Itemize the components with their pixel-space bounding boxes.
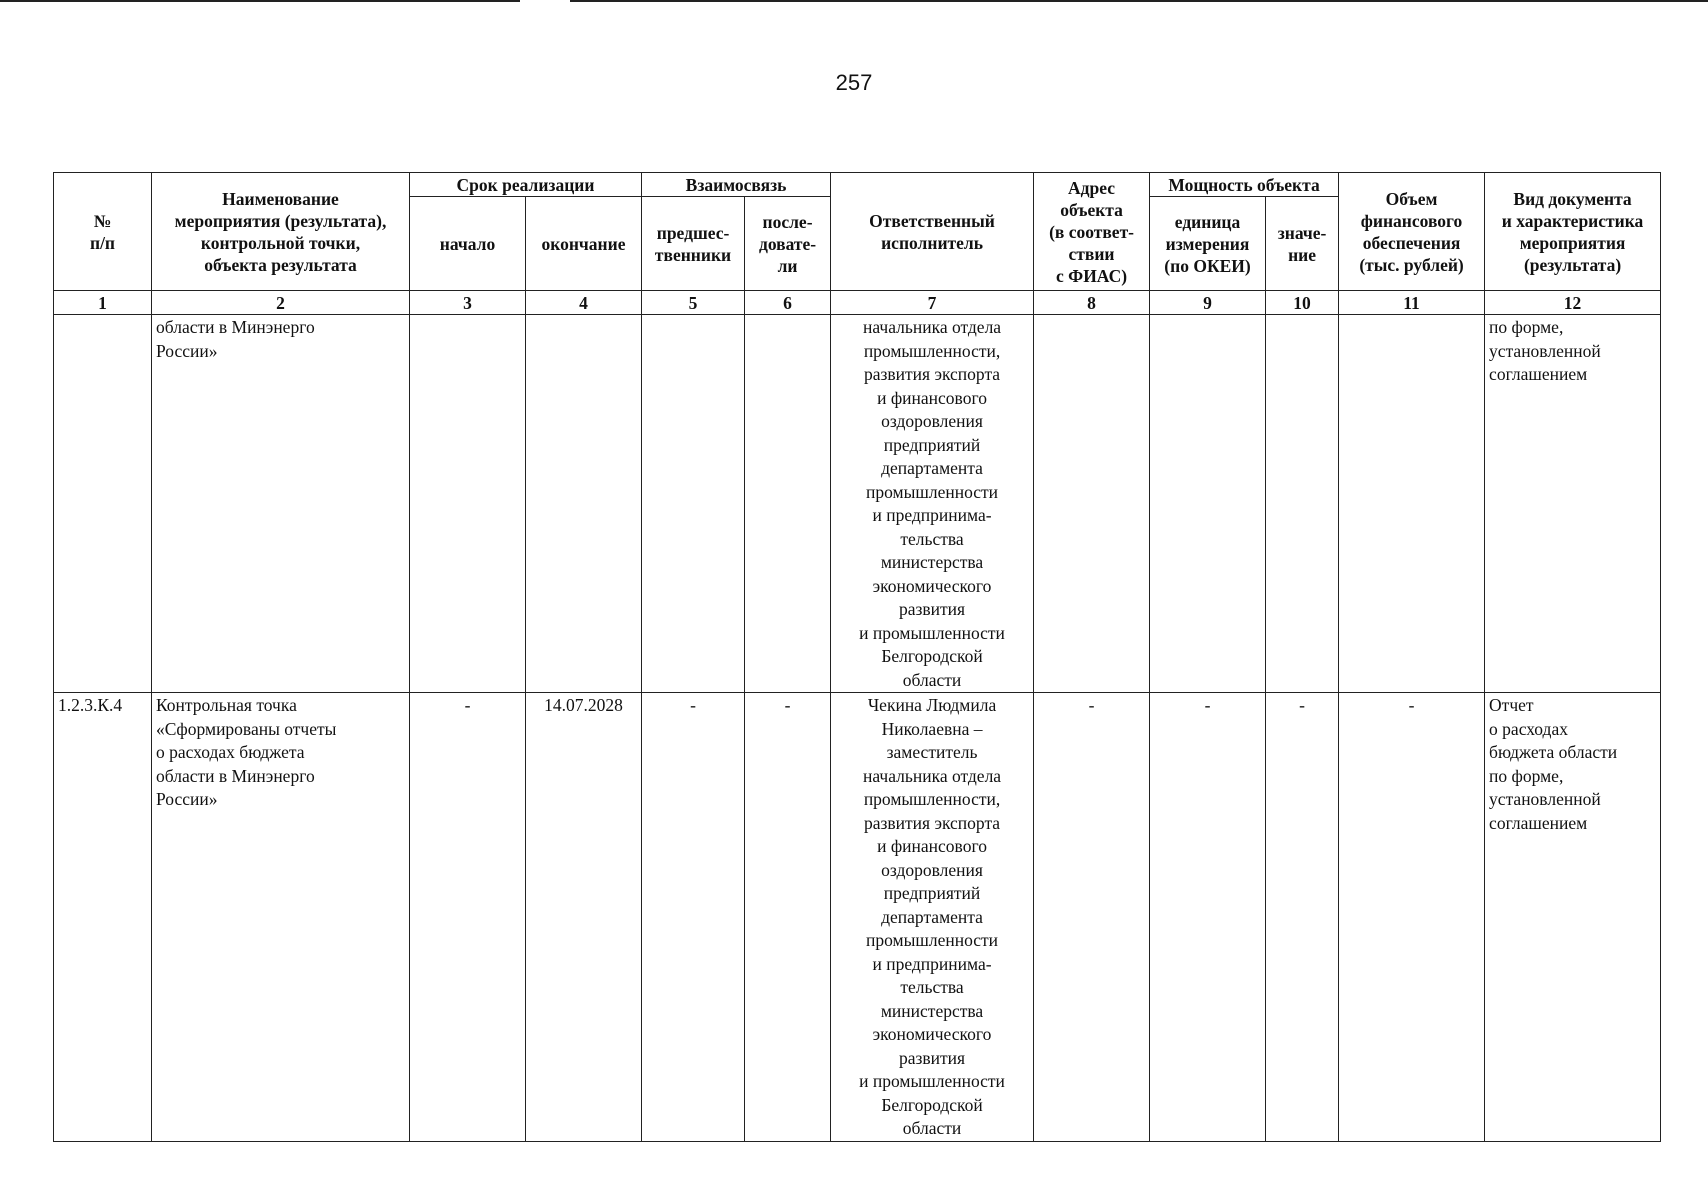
row-id [54, 315, 152, 693]
header-start: начало [410, 197, 526, 291]
row-responsible: начальника отдела промышленности, развития экспорта и финансового оздоровления предприятий департамента промышленности и предпринима- тельства министерства экономического развития и промышленности Белгородской области [831, 315, 1034, 693]
header-responsible: Ответственный исполнитель [831, 173, 1034, 291]
header-power-group: Мощность объекта [1150, 173, 1339, 197]
header-document: Вид документа и характеристика мероприятия (результата) [1485, 173, 1661, 291]
row-address: - [1034, 693, 1150, 1142]
header-link-group: Взаимосвязь [642, 173, 831, 197]
row-value [1266, 315, 1339, 693]
row-end: 14.07.2028 [526, 693, 642, 1142]
row-unit [1150, 315, 1266, 693]
row-finance: - [1339, 693, 1485, 1142]
row-start: - [410, 693, 526, 1142]
header-term-group: Срок реализации [410, 173, 642, 197]
table-row [54, 693, 1661, 1142]
column-number: 11 [1339, 291, 1485, 315]
row-document: Отчет о расходах бюджета области по форме, установленной соглашением [1485, 693, 1661, 1142]
header-end: окончание [526, 197, 642, 291]
row-responsible: Чекина Людмила Николаевна – заместитель начальника отдела промышленности, развития экспорта и финансового оздоровления предприятий департамента промышленности и предпринима- тельства министерства экономического развития и промышленности Белгородской области [831, 693, 1034, 1142]
header-successors: после- довате- ли [745, 197, 831, 291]
header-value: значе- ние [1266, 197, 1339, 291]
row-address [1034, 315, 1150, 693]
column-number: 2 [152, 291, 410, 315]
column-number: 9 [1150, 291, 1266, 315]
header-address: Адрес объекта (в соответ- ствии с ФИАС) [1034, 173, 1150, 291]
row-id: 1.2.3.К.4 [54, 693, 152, 1142]
header-unit: единица измерения (по ОКЕИ) [1150, 197, 1266, 291]
column-number: 1 [54, 291, 152, 315]
header-number: № п/п [54, 173, 152, 291]
column-number: 5 [642, 291, 745, 315]
row-predecessors: - [642, 693, 745, 1142]
header-name: Наименование мероприятия (результата), контрольной точки, объекта результата [152, 173, 410, 291]
column-number: 4 [526, 291, 642, 315]
row-start [410, 315, 526, 693]
column-number: 12 [1485, 291, 1661, 315]
column-number: 10 [1266, 291, 1339, 315]
top-edge-line-left [0, 0, 520, 2]
column-number: 3 [410, 291, 526, 315]
row-unit: - [1150, 693, 1266, 1142]
page-number: 257 [835, 70, 873, 95]
top-edge-line-right [570, 0, 1708, 2]
header-predecessors: предшес- твенники [642, 197, 745, 291]
row-name: области в Минэнерго России» [152, 315, 410, 693]
row-predecessors [642, 315, 745, 693]
header-finance: Объем финансового обеспечения (тыс. рублей) [1339, 173, 1485, 291]
activities-table [53, 172, 1661, 1142]
row-end [526, 315, 642, 693]
column-number: 6 [745, 291, 831, 315]
row-value: - [1266, 693, 1339, 1142]
row-successors: - [745, 693, 831, 1142]
row-successors [745, 315, 831, 693]
column-number: 8 [1034, 291, 1150, 315]
row-finance [1339, 315, 1485, 693]
row-document: по форме, установленной соглашением [1485, 315, 1661, 693]
row-name: Контрольная точка «Сформированы отчеты о расходах бюджета области в Минэнерго России» [152, 693, 410, 1142]
column-number: 7 [831, 291, 1034, 315]
table-row [54, 315, 1661, 693]
